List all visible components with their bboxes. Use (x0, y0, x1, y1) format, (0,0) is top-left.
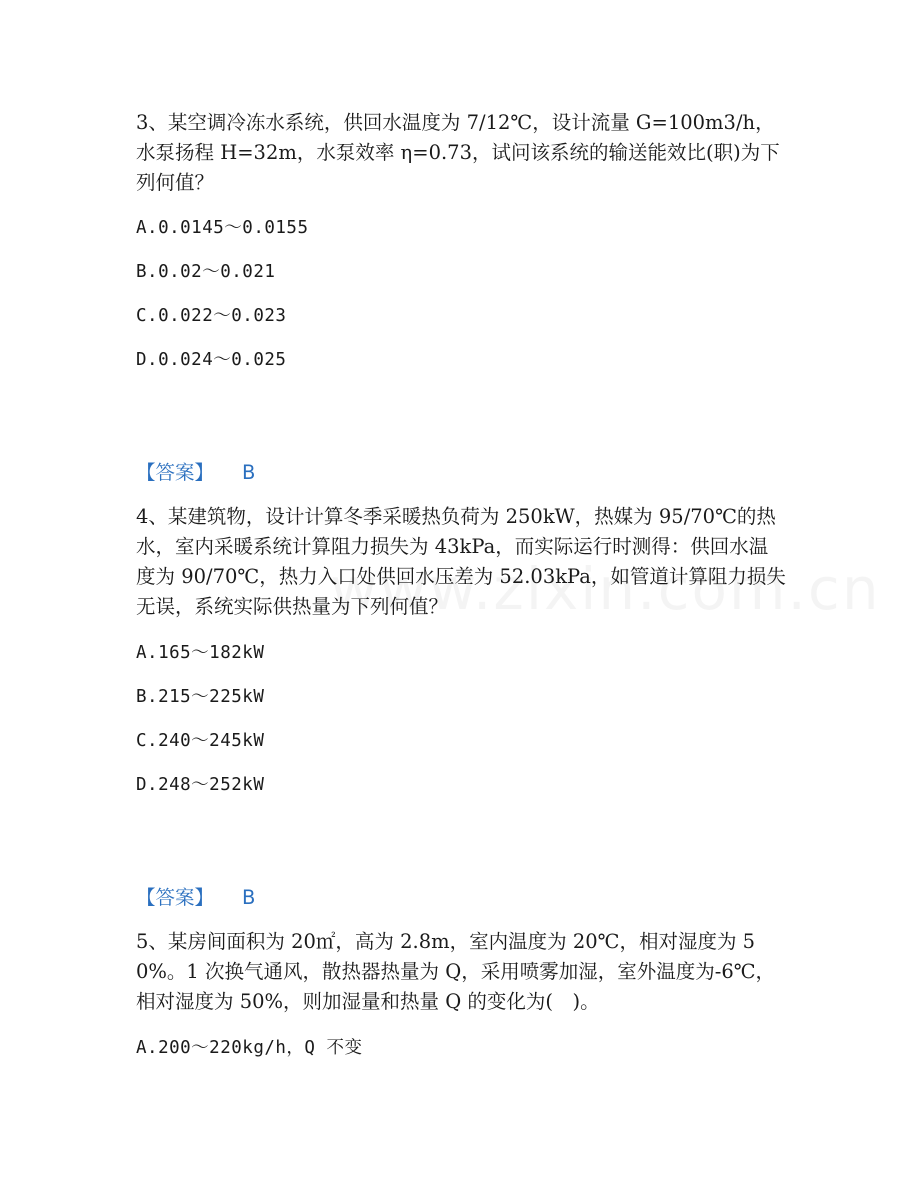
question-3-option-b: B.0.02～0.021 (136, 262, 276, 282)
question-4-option-a: A.165～182kW (136, 643, 265, 663)
answer-label: 【答案】 (136, 886, 215, 909)
answer-label: 【答案】 (136, 461, 215, 484)
question-3-answer (136, 459, 255, 487)
question-3-text: 3、某空调冷冻水系统，供回水温度为 7/12℃，设计流量 G=100m3/h，水泵扬程 H=32m，水泵效率 η=0.73，试问该系统的输送能效比(职)为下列何值？ (136, 111, 780, 194)
question-3 (136, 108, 786, 198)
question-3-option-d: D.0.024～0.025 (136, 350, 287, 370)
question-5-text: 5、某房间面积为 20㎡，高为 2.8m，室内温度为 20℃，相对湿度为 50%。1 次换气通风，散热器热量为 Q，采用喷雾加湿，室外温度为-6℃，相对湿度为 50%，则加湿量和热量 Q 的变化为( )。 (136, 930, 776, 1013)
question-5 (136, 927, 786, 1017)
question-3-option-c: C.0.022～0.023 (136, 306, 287, 326)
question-5-option-a: A.200～220kg/h，Q 不变 (136, 1038, 363, 1058)
question-3-option-a: A.0.0145～0.0155 (136, 218, 309, 238)
question-4-option-d: D.248～252kW (136, 775, 265, 795)
question-4-option-c: C.240～245kW (136, 731, 265, 751)
answer-value: B (242, 886, 256, 909)
answer-value: B (242, 461, 256, 484)
question-4-text: 4、某建筑物，设计计算冬季采暖热负荷为 250kW，热媒为 95/70℃的热水，室内采暖系统计算阻力损失为 43kPa，而实际运行时测得：供回水温度为 90/70℃，热力入口处供回水压差为 52.03kPa，如管道计算阻力损失无误，系统实际供热量为下列何值？ (136, 505, 786, 618)
question-4 (136, 502, 786, 622)
question-4-answer (136, 884, 255, 912)
question-4-option-b: B.215～225kW (136, 687, 265, 707)
